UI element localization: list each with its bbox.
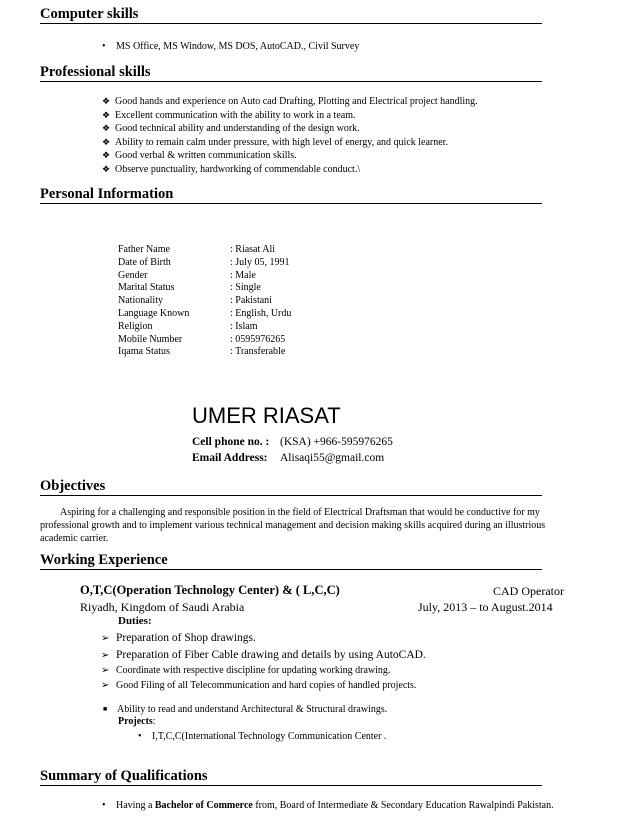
list-item: ❖ Good hands and experience on Auto cad Drafting, Plotting and Electrical project handling. [102,96,478,107]
list-item: • I,T,C,C(International Technology Communication Center . [138,731,387,742]
table-row: Marital Status : Single [118,282,261,294]
table-row: Mobile Number : 0595976265 [118,333,286,345]
square-bullet-icon: ■ [103,705,108,713]
table-row: Date of Birth : July 05, 1991 [118,256,290,268]
list-item: ❖ Observe punctuality, hardworking of commendable conduct.\ [102,163,361,175]
table-row: Father Name : Riasat Ali [118,244,275,255]
phone-label: Cell phone no. : [192,436,270,448]
list-item: ❖ Excellent communication with the ability to work in a team. [102,109,356,121]
table-row: Iqama Status : Transferable [118,346,286,358]
list-item: • Having a Bachelor of Commerce from, Board of Intermediate & Secondary Education Rawalpindi Pakistan. [102,800,554,811]
list-item: ➢ Preparation of Shop drawings. [101,630,256,647]
table-row: Gender : Male [118,269,256,281]
list-item: ➢ Good Filing of all Telecommunication and hard copies of handled projects. [101,680,417,691]
objectives-text: Aspiring for a challenging and responsible position in the field of Electrical Draftsman that would be conductive for my professional growth and to implement various technical management and decision making skills acquired during an illustrious academic carrier. [40,507,546,544]
list-item: ❖ Ability to remain calm under pressure, with high level of energy, and quick learner. [102,136,448,148]
job-location: Riyadh, Kingdom of Saudi Arabia [80,600,245,614]
projects-label-line: Projects: [118,716,156,727]
table-row: Language Known : English, Urdu [118,307,292,319]
section-heading-working-experience: Working Experience [40,552,542,570]
diamond-bullet-icon: ❖ [102,123,111,134]
job-role: CAD Operator [493,584,564,598]
section-heading-professional-skills: Professional skills [40,64,542,82]
bullet-icon: • [102,800,106,811]
phone-value: (KSA) +966-595976265 [280,436,393,448]
email-line [192,451,384,466]
bullet-icon: • [102,41,106,52]
candidate-name: UMER RIASAT [192,403,341,428]
diamond-bullet-icon: ❖ [102,109,111,120]
list-item: ❖ Good technical ability and understanding of the design work. [102,123,360,135]
list-item-text: MS Office, MS Window, MS DOS, AutoCAD., Civil Survey [116,41,360,52]
list-item [102,40,359,54]
diamond-bullet-icon: ❖ [102,150,111,161]
arrow-bullet-icon: ➢ [101,665,110,676]
email-value: Alisaqi55@gmail.com [280,452,385,464]
section-heading-computer-skills: Computer skills [40,6,542,24]
list-item: ❖ Good verbal & written communication skills. [102,150,297,162]
diamond-bullet-icon: ❖ [102,136,111,147]
email-label: Email Address: [192,452,268,464]
personal-info-table [118,244,291,359]
company-name: O,T,C(Operation Technology Center) & ( L,C,C) [80,583,340,597]
section-heading-summary-of-qualifications: Summary of Qualifications [40,768,542,786]
arrow-bullet-icon: ➢ [101,650,110,661]
section-heading-objectives: Objectives [40,478,542,496]
table-row: Nationality : Pakistani [118,295,272,307]
phone-line [192,435,393,450]
professional-skills-list [102,95,478,177]
bullet-icon: • [138,731,142,742]
diamond-bullet-icon: ❖ [102,163,111,174]
list-item: ➢ Preparation of Fiber Cable drawing and details by using AutoCAD. [101,647,426,664]
job-period: July, 2013 – to August.2014 [418,600,553,614]
list-item: ➢ Coordinate with respective discipline for updating working drawing. [101,665,391,676]
arrow-bullet-icon: ➢ [101,680,110,691]
duties-label: Duties: [118,615,152,627]
projects-label: Projects [118,716,153,727]
list-item: ■ Ability to read and understand Architectural & Structural drawings. [103,704,388,715]
arrow-bullet-icon: ➢ [101,633,110,644]
table-row: Religion : Islam [118,320,258,332]
diamond-bullet-icon: ❖ [102,96,111,106]
section-heading-personal-information: Personal Information [40,186,542,204]
